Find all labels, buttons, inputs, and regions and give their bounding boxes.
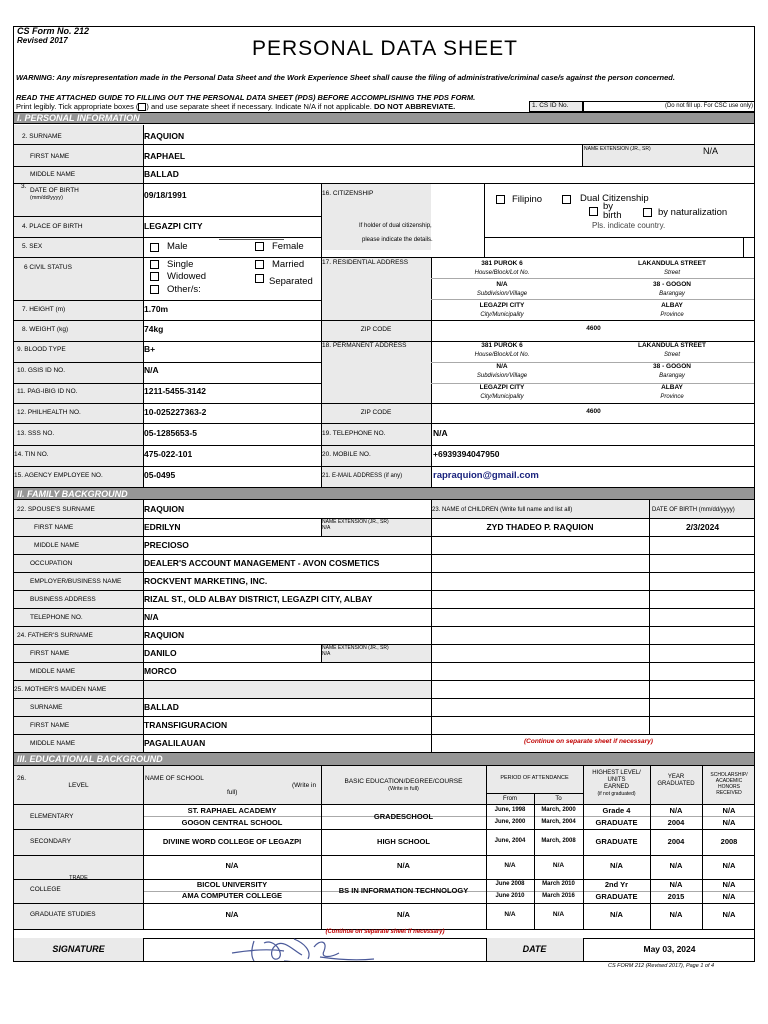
spouse-tel-label: TELEPHONE NO. [30, 614, 83, 621]
warning-text: WARNING: Any misrepresentation made in the Personal Data Sheet and the Work Experience Sheet shall cause the filing of administrative/criminal case/s against the person concerned. [16, 73, 675, 82]
cit-by-birth-checkbox[interactable] [589, 207, 598, 216]
pagibig-label: 11. PAG-IBIG ID NO. [17, 388, 78, 395]
grad-hon[interactable]: N/A [722, 910, 736, 919]
signature-image [224, 933, 394, 962]
child-dob-label: DATE OF BIRTH (mm/dd/yyyy) [652, 507, 735, 513]
elem-high-1[interactable]: Grade 4 [602, 806, 631, 815]
perm-house[interactable]: 381 PUROK 6 [481, 342, 523, 349]
mother-surname-value[interactable]: BALLAD [144, 702, 179, 712]
res-zip-label: ZIP CODE [360, 326, 392, 333]
res-street-caption: Street [663, 270, 680, 276]
perm-house-caption: House/Block/Lot No. [474, 352, 530, 358]
civil-separated-label: Separated [269, 276, 313, 287]
res-zip[interactable]: 4600 [586, 325, 601, 332]
tin-value[interactable]: 475-022-101 [144, 449, 193, 459]
residential-label: 17. RESIDENTIAL ADDRESS [322, 259, 409, 266]
surname-label: 2. SURNAME [22, 133, 62, 140]
col-to-1[interactable]: March 2010 [542, 881, 575, 887]
voc-year[interactable]: N/A [669, 861, 683, 870]
mother-first-label: FIRST NAME [30, 722, 70, 729]
civil-single-label: Single [167, 259, 194, 270]
elem-hon-1[interactable]: N/A [722, 806, 736, 815]
father-first-label: FIRST NAME [30, 650, 70, 657]
form-number: CS Form No. 212 [17, 26, 90, 36]
date-label: DATE [522, 944, 547, 954]
pagibig-value[interactable]: 1211-5455-3142 [144, 386, 206, 396]
dob-number: 3. [21, 183, 27, 190]
edu-num: 26. [17, 775, 27, 782]
mother-surname-label: SURNAME [30, 704, 63, 711]
perm-city-caption: City/Municipality [480, 394, 524, 400]
edu-full: full) [227, 789, 238, 796]
height-label: 7. HEIGHT (m) [22, 306, 66, 313]
perm-street-caption: Street [663, 352, 680, 358]
agency-value[interactable]: 05-0495 [144, 470, 176, 480]
elem-hon-2[interactable]: N/A [722, 818, 736, 827]
perm-zip-label: ZIP CODE [360, 409, 392, 416]
grad-to[interactable]: N/A [552, 911, 565, 918]
voc-course[interactable]: N/A [397, 861, 410, 870]
civil-widowed-checkbox[interactable] [150, 272, 159, 281]
sex-male-checkbox[interactable] [150, 243, 159, 252]
child-dob-value[interactable]: 2/3/2024 [685, 522, 720, 532]
business-label: BUSINESS ADDRESS [30, 596, 96, 603]
pob-label: 4. PLACE OF BIRTH [22, 223, 83, 230]
sec-high[interactable]: GRADUATE [595, 837, 638, 846]
civil-married-label: Married [272, 259, 305, 270]
elem-to-1[interactable]: March, 2000 [541, 807, 576, 813]
edu-continue-note: (Continue on separate sheet if necessary) [325, 929, 445, 935]
cit-country-hint: Pls. indicate country. [592, 221, 666, 230]
grad-school[interactable]: N/A [225, 910, 239, 919]
page-title: PERSONAL DATA SHEET [251, 37, 518, 60]
edu-from-header: From [503, 796, 517, 802]
spouse-surname-value[interactable]: RAQUION [144, 504, 185, 514]
res-subd[interactable]: N/A [496, 281, 508, 288]
res-subd-caption: Subdivision/Village [476, 291, 528, 297]
permanent-label: 18. PERMANENT ADDRESS [322, 342, 407, 349]
perm-street[interactable]: LAKANDULA STREET [637, 342, 706, 349]
cs-id-label: 1. CS ID No. [529, 101, 583, 112]
footer-text: CS FORM 212 (Revised 2017), Page 1 of 4 [608, 963, 715, 969]
sec-year[interactable]: 2004 [667, 837, 685, 846]
weight-label: 8. WEIGHT (kg) [22, 326, 69, 333]
section-personal-header: I. PERSONAL INFORMATION [14, 112, 755, 124]
elementary-label: ELEMENTARY [30, 813, 74, 820]
col-from-2[interactable]: June 2010 [495, 893, 525, 899]
child-name-value[interactable]: ZYD THADEO P. RAQUION [486, 522, 594, 532]
elem-school-1[interactable]: ST. RAPHAEL ACADEMY [187, 806, 277, 815]
edu-write-full: (Write in [292, 782, 317, 789]
graduate-label: GRADUATE STUDIES [30, 911, 96, 918]
height-value[interactable]: 1.70m [144, 304, 169, 314]
edu-highest-header: HIGHEST LEVEL/ UNITS EARNED (if not graduated) [592, 770, 641, 797]
res-city-caption: City/Municipality [480, 312, 524, 318]
gsis-label: 10. GSIS ID NO. [17, 367, 66, 374]
instructions-line: Print legibly. Tick appropriate boxes ( ) and use separate sheet if necessary. Indicate N/A if not applicable. DO NOT ABBREVIATE. [16, 102, 456, 111]
perm-prov-caption: Province [660, 394, 684, 400]
spouse-middle-value[interactable]: PRECIOSO [144, 540, 189, 550]
col-high-2[interactable]: GRADUATE [595, 892, 638, 901]
dob-format: (mm/dd/yyyy) [30, 195, 63, 201]
perm-zip[interactable]: 4600 [586, 408, 601, 415]
spouse-tel-value[interactable]: N/A [144, 612, 159, 622]
pob-value[interactable]: LEGAZPI CITY [144, 221, 203, 231]
voc-from[interactable]: N/A [504, 862, 516, 869]
perm-city[interactable]: LEGAZPI CITY [479, 384, 525, 391]
cs-id-field[interactable]: (Do not fill up. For CSC use only) [583, 101, 755, 112]
grad-from[interactable]: N/A [504, 911, 516, 918]
cit-filipino-label: Filipino [512, 194, 543, 205]
perm-subd-caption: Subdivision/Village [476, 373, 528, 379]
sss-value[interactable]: 05-1285653-5 [144, 428, 197, 438]
mother-maiden-bg [143, 680, 431, 698]
elem-school-2[interactable]: GOGON CENTRAL SCHOOL [181, 818, 283, 827]
elem-year-2[interactable]: 2004 [667, 818, 685, 827]
weight-value[interactable]: 74kg [144, 324, 164, 334]
sex-label: 5. SEX [22, 243, 43, 250]
cit-dual-label: Dual Citizenship [580, 193, 649, 204]
citizenship-label: 16. CITIZENSHIP [322, 190, 374, 197]
section-education-header: III. EDUCATIONAL BACKGROUND [14, 752, 755, 766]
father-ext-label: NAME EXTENSION (JR., SR) N/A [322, 645, 389, 657]
tin-label: 14. TIN NO. [14, 451, 49, 458]
signature-label: SIGNATURE [52, 944, 105, 954]
occupation-value[interactable]: DEALER'S ACCOUNT MANAGEMENT - AVON COSMETICS [144, 558, 380, 568]
sex-female-checkbox[interactable] [255, 242, 264, 251]
res-street[interactable]: LAKANDULA STREET [637, 260, 706, 267]
mother-maiden-label: 25. MOTHER'S MAIDEN NAME [14, 686, 107, 693]
voc-high[interactable]: N/A [610, 861, 623, 870]
cit-by-birth-label: by birth [603, 201, 622, 221]
children-label: 23. NAME of CHILDREN (Write full name and list all) [432, 507, 573, 513]
family-continue-note: (Continue on separate sheet if necessary) [524, 738, 653, 745]
employer-value[interactable]: ROCKVENT MARKETING, INC. [144, 576, 268, 586]
middle-name-label: MIDDLE NAME [30, 171, 76, 178]
form-revised: Revised 2017 [17, 36, 68, 45]
college-label: COLLEGE [30, 886, 61, 893]
cit-naturalization-label: by naturalization [658, 207, 728, 218]
civil-widowed-label: Widowed [167, 271, 207, 282]
civil-single-checkbox[interactable] [150, 260, 159, 269]
edu-school-header: NAME OF SCHOOL [145, 775, 204, 782]
spouse-middle-label: MIDDLE NAME [34, 542, 80, 549]
res-brgy-caption: Barangay [659, 291, 685, 297]
col-to-2[interactable]: March 2016 [542, 893, 575, 899]
civil-married-checkbox[interactable] [255, 260, 264, 269]
telephone-value[interactable]: N/A [433, 428, 448, 438]
elem-to-2[interactable]: March, 2004 [541, 819, 576, 825]
edu-year-header: YEAR GRADUATED [657, 774, 695, 787]
edu-course-header: BASIC EDUCATION/DEGREE/COURSE [344, 778, 463, 785]
edu-course-sub: (Write in full) [388, 786, 419, 792]
edu-period-header: PERIOD OF ATTENDANCE [500, 775, 569, 781]
middle-name-value[interactable]: BALLAD [144, 169, 179, 179]
sss-label: 13. SSS NO. [17, 430, 55, 437]
cit-filipino-checkbox[interactable] [496, 195, 505, 204]
vocational-label: TRADE [69, 875, 88, 881]
dual-note-1: If holder of dual citizenship, [359, 223, 432, 229]
father-middle-value[interactable]: MORCO [144, 666, 177, 676]
dual-note-2: please indicate the details. [362, 237, 433, 243]
secondary-label: SECONDARY [30, 838, 72, 845]
voc-hon[interactable]: N/A [722, 861, 736, 870]
grad-course[interactable]: N/A [397, 910, 410, 919]
mother-middle-label: MIDDLE NAME [30, 740, 76, 747]
father-surname-value[interactable]: RAQUION [144, 630, 185, 640]
perm-brgy[interactable]: 38 - GOGON [653, 363, 691, 370]
elem-from-1[interactable]: June, 1998 [494, 807, 526, 813]
col-hon-2[interactable]: N/A [722, 892, 736, 901]
father-middle-label: MIDDLE NAME [30, 668, 76, 675]
res-house[interactable]: 381 PUROK 6 [481, 260, 523, 267]
email-label: 21. E-MAIL ADDRESS (if any) [322, 473, 403, 479]
civil-others-label: Other/s: [167, 284, 201, 295]
dob-value[interactable]: 09/18/1991 [144, 190, 187, 200]
philhealth-value[interactable]: 10-025227363-2 [144, 407, 207, 417]
pds-sheet [13, 26, 755, 962]
col-course[interactable]: BS IN INFORMATION TECHNOLOGY [338, 886, 469, 895]
sec-to[interactable]: March, 2008 [541, 838, 576, 844]
res-prov-caption: Province [660, 312, 684, 318]
spouse-surname-label: 22. SPOUSE'S SURNAME [17, 506, 95, 513]
col-year-1[interactable]: N/A [669, 880, 683, 889]
business-value[interactable]: RIZAL ST., OLD ALBAY DISTRICT, LEGAZPI CITY, ALBAY [144, 594, 373, 604]
employer-label: EMPLOYER/BUSINESS NAME [30, 578, 122, 585]
date-value[interactable]: May 03, 2024 [643, 944, 696, 954]
elem-from-2[interactable]: June, 2000 [494, 819, 526, 825]
col-school-1[interactable]: BICOL UNIVERSITY [196, 880, 268, 889]
civil-separated-checkbox[interactable] [255, 274, 264, 283]
blood-value[interactable]: B+ [144, 344, 156, 354]
res-house-caption: House/Block/Lot No. [474, 270, 530, 276]
first-name-value[interactable]: RAPHAEL [144, 151, 186, 161]
mobile-label: 20. MOBILE NO. [322, 451, 371, 458]
gsis-value[interactable]: N/A [144, 365, 159, 375]
mother-first-value[interactable]: TRANSFIGURACION [144, 720, 228, 730]
voc-to[interactable]: N/A [552, 862, 565, 869]
sex-female-label: Female [272, 241, 304, 252]
sec-school[interactable]: DIVIINE WORD COLLEGE OF LEGAZPI [162, 837, 302, 846]
father-surname-label: 24. FATHER'S SURNAME [17, 632, 93, 639]
surname-value[interactable]: RAQUION [144, 131, 185, 141]
telephone-label: 19. TELEPHONE NO. [322, 430, 386, 437]
cit-dual-checkbox[interactable] [562, 195, 571, 204]
spouse-first-value[interactable]: EDRILYN [144, 522, 181, 532]
grad-year[interactable]: N/A [669, 910, 683, 919]
edu-level-header: LEVEL [68, 782, 89, 789]
grad-high[interactable]: N/A [610, 910, 623, 919]
col-high-1[interactable]: 2nd Yr [604, 880, 629, 889]
blood-label: 9. BLOOD TYPE [17, 346, 66, 353]
agency-label: 15. AGENCY EMPLOYEE NO. [14, 472, 103, 479]
dob-label: DATE OF BIRTH [30, 187, 79, 194]
res-city[interactable]: LEGAZPI CITY [479, 302, 525, 309]
civil-others-checkbox[interactable] [150, 285, 159, 294]
sex-male-label: Male [167, 241, 188, 252]
first-name-label: FIRST NAME [30, 153, 70, 160]
elem-course[interactable]: GRADESCHOOL [373, 812, 434, 821]
voc-school[interactable]: N/A [225, 861, 239, 870]
elem-year-1[interactable]: N/A [669, 806, 683, 815]
name-ext-value[interactable]: N/A [703, 146, 719, 156]
col-year-2[interactable]: 2015 [667, 892, 685, 901]
elem-high-2[interactable]: GRADUATE [595, 818, 638, 827]
res-prov[interactable]: ALBAY [661, 302, 683, 309]
edu-to-header: To [555, 796, 562, 802]
cit-naturalization-checkbox[interactable] [643, 208, 652, 217]
col-hon-1[interactable]: N/A [722, 880, 736, 889]
col-school-2[interactable]: AMA COMPUTER COLLEGE [181, 891, 283, 900]
philhealth-label: 12. PHILHEALTH NO. [17, 409, 81, 416]
perm-brgy-caption: Barangay [659, 373, 685, 379]
email-value[interactable]: rapraquion@gmail.com [433, 470, 539, 481]
edu-honors-header: SCHOLARSHIP/ ACADEMIC HONORS RECEIVED [710, 772, 748, 796]
spouse-ext-label: NAME EXTENSION (JR., SR) N/A [322, 519, 389, 531]
section-family-header: II. FAMILY BACKGROUND [14, 487, 755, 500]
read-guide-text: READ THE ATTACHED GUIDE TO FILLING OUT THE PERSONAL DATA SHEET (PDS) BEFORE ACCOMPLISHING THE PDS FORM. [16, 93, 476, 102]
sec-hon[interactable]: 2008 [720, 837, 738, 846]
col-from-1[interactable]: June 2008 [495, 881, 525, 887]
civil-status-label: 6 CIVIL STATUS [24, 264, 72, 271]
res-brgy[interactable]: 38 - GOGON [653, 281, 691, 288]
name-ext-label: NAME EXTENSION (JR., SR) [584, 146, 651, 152]
spouse-first-label: FIRST NAME [34, 524, 74, 531]
occupation-label: OCCUPATION [30, 560, 73, 567]
mobile-value[interactable]: +6939394047950 [433, 449, 500, 459]
sec-course[interactable]: HIGH SCHOOL [377, 837, 430, 846]
mother-middle-value[interactable]: PAGALILAUAN [144, 738, 206, 748]
perm-subd[interactable]: N/A [496, 363, 508, 370]
father-first-value[interactable]: DANILO [144, 648, 177, 658]
sec-from[interactable]: June, 2004 [494, 838, 526, 844]
perm-prov[interactable]: ALBAY [661, 384, 683, 391]
